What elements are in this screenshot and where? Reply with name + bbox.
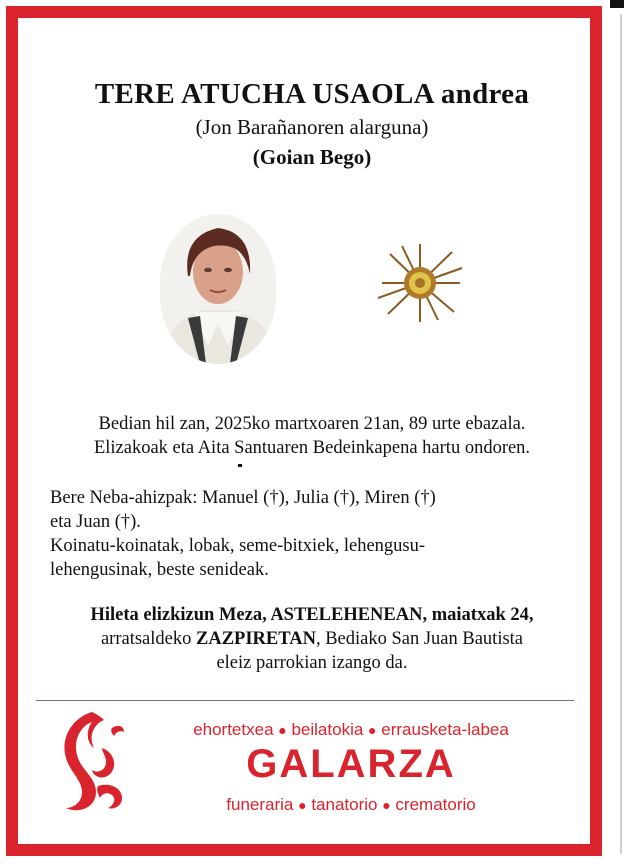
family-line-1: Bere Neba-ahizpak: Manuel (†), Julia (†), Miren (†)	[50, 488, 436, 508]
brand-name: GALARZA	[246, 742, 456, 786]
funeral-line-3: eleiz parrokian izango da.	[216, 653, 408, 673]
family-line-2: eta Juan (†).	[50, 512, 141, 532]
family-line-3: Koinatu-koinatak, lobak, seme-bitxiek, lehengusu-	[50, 536, 426, 556]
galarza-logo-icon	[52, 708, 132, 814]
death-line-2: Elizakoak eta Aita Santuaren Bedeinkapena hartu ondoren.	[93, 438, 531, 458]
edge-mark	[610, 0, 624, 8]
funeral-time: ZAZPIRETAN	[196, 629, 316, 649]
funeral-line-2	[0, 627, 624, 651]
service-item: beilatokia	[291, 720, 364, 739]
portrait-photo	[160, 214, 276, 364]
separator-dot: ●	[368, 722, 377, 738]
relation-line: (Jon Barañanoren alarguna)	[195, 115, 429, 139]
funeral-line-1: Hileta elizkizun Meza, ASTELEHENEAN, maiatxak 24,	[90, 605, 534, 625]
thistle-flower-image	[374, 240, 466, 326]
service-item: errausketa-labea	[381, 720, 509, 739]
services-spanish	[146, 795, 556, 815]
contact-info: T 94 457 03 95 • info@funerariagalarza.com • Zabalea 51 - 48960 GALDAKAO	[68, 827, 540, 842]
rest-in-peace-line: (Goian Bego)	[252, 145, 372, 169]
thistle-flower-icon	[374, 240, 466, 326]
separator-dot: ●	[298, 797, 307, 813]
separator-dot: ●	[278, 722, 287, 738]
family-paragraph	[50, 486, 436, 582]
funeral-line-2-start: arratsaldeko	[100, 629, 196, 649]
family-line-4: lehengusinak, beste senideak.	[50, 560, 269, 580]
service-item: tanatorio	[311, 795, 378, 814]
ink-dot	[238, 464, 242, 467]
funeral-paragraph	[0, 603, 624, 675]
service-item: ehortetxea	[193, 720, 274, 739]
death-line-1: Bedian hil zan, 2025ko martxoaren 21an, 89 urte ebazala.	[98, 414, 526, 434]
footer-divider	[36, 700, 574, 701]
death-paragraph	[0, 412, 624, 460]
service-item: funeraria	[226, 795, 294, 814]
galarza-logo-image	[52, 708, 132, 814]
separator-dot: ●	[382, 797, 391, 813]
service-item: crematorio	[395, 795, 476, 814]
portrait-photo-image	[160, 214, 276, 364]
services-basque	[146, 720, 556, 740]
deceased-name: TERE ATUCHA USAOLA andrea	[94, 78, 530, 110]
funeral-line-2-end: , Bediako San Juan Bautista	[315, 629, 524, 649]
